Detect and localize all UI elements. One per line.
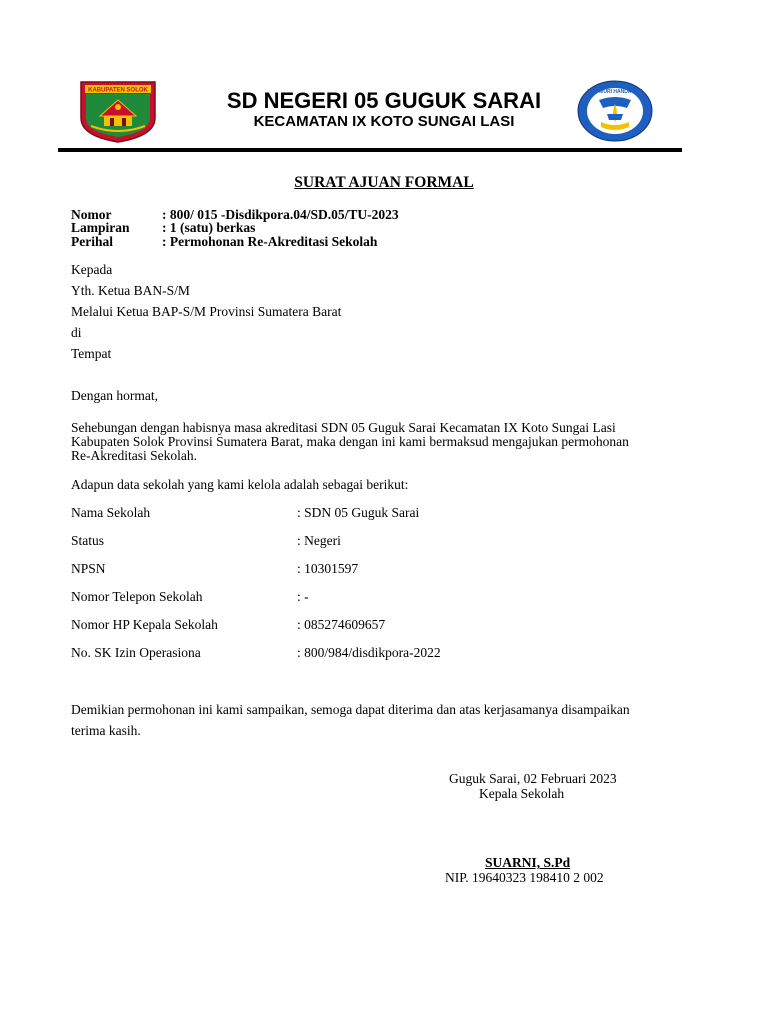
nomor-value: : 800/ 015 -Disdikpora.04/SD.05/TU-2023 bbox=[162, 207, 399, 222]
perihal-value: : Permohonan Re-Akreditasi Sekolah bbox=[162, 234, 378, 249]
data-value-telepon: : - bbox=[297, 589, 309, 604]
school-name: SD NEGERI 05 GUGUK SARAI bbox=[226, 88, 542, 113]
greeting: Dengan hormat, bbox=[71, 388, 158, 403]
data-label-status: Status bbox=[71, 533, 105, 548]
closing-line-1: Demikian permohonan ini kami sampaikan, semoga dapat diterima dan atas kerjasamanya disampaikan bbox=[71, 702, 630, 717]
address-via: Melalui Ketua BAP-S/M Provinsi Sumatera Barat bbox=[71, 304, 342, 319]
closing-line-2: terima kasih. bbox=[71, 723, 141, 738]
signatory-name: SUARNI, S.Pd bbox=[485, 855, 571, 870]
paragraph-line-3: Re-Akreditasi Sekolah. bbox=[71, 448, 197, 463]
data-intro: Adapun data sekolah yang kami kelola adalah sebagai berikut: bbox=[71, 477, 409, 492]
address-kepada: Kepada bbox=[71, 262, 113, 277]
nomor-label: Nomor bbox=[71, 207, 112, 222]
address-di: di bbox=[71, 325, 82, 340]
data-value-nama-sekolah: : SDN 05 Guguk Sarai bbox=[297, 505, 420, 520]
logo-left-banner-text: KABUPATEN SOLOK bbox=[88, 87, 148, 94]
data-label-npsn: NPSN bbox=[71, 561, 106, 576]
data-value-status: : Negeri bbox=[297, 533, 341, 548]
data-label-telepon: Nomor Telepon Sekolah bbox=[71, 589, 203, 604]
signatory-nip: NIP. 19640323 198410 2 002 bbox=[445, 870, 604, 885]
lampiran-label: Lampiran bbox=[71, 220, 130, 235]
data-value-sk-izin: : 800/984/disdikpora-2022 bbox=[297, 645, 441, 660]
data-value-npsn: : 10301597 bbox=[297, 561, 359, 576]
address-recipient: Yth. Ketua BAN-S/M bbox=[71, 283, 190, 298]
paragraph-line-2: Kabupaten Solok Provinsi Sumatera Barat, maka dengan ini kami bermaksud mengajukan permohonan bbox=[71, 434, 629, 449]
perihal-label: Perihal bbox=[71, 234, 113, 249]
address-tempat: Tempat bbox=[71, 346, 112, 361]
data-label-sk-izin: No. SK Izin Operasiona bbox=[71, 645, 201, 660]
data-label-hp-kepala: Nomor HP Kepala Sekolah bbox=[71, 617, 218, 632]
signatory-position: Kepala Sekolah bbox=[479, 786, 565, 801]
paragraph-line-1: Sehebungan dengan habisnya masa akreditasi SDN 05 Guguk Sarai Kecamatan IX Koto Sungai Lasi bbox=[71, 420, 616, 435]
letter-title: SURAT AJUAN FORMAL bbox=[294, 174, 474, 191]
data-label-nama-sekolah: Nama Sekolah bbox=[71, 505, 151, 520]
letterhead-divider bbox=[58, 148, 682, 152]
logo-right-banner-text: TUT WURI HANDAYANI bbox=[587, 89, 643, 95]
lampiran-value: : 1 (satu) berkas bbox=[162, 220, 256, 235]
district-name: KECAMATAN IX KOTO SUNGAI LASI bbox=[253, 113, 515, 130]
data-value-hp-kepala: : 085274609657 bbox=[297, 617, 386, 632]
place-date: Guguk Sarai, 02 Februari 2023 bbox=[449, 771, 617, 786]
